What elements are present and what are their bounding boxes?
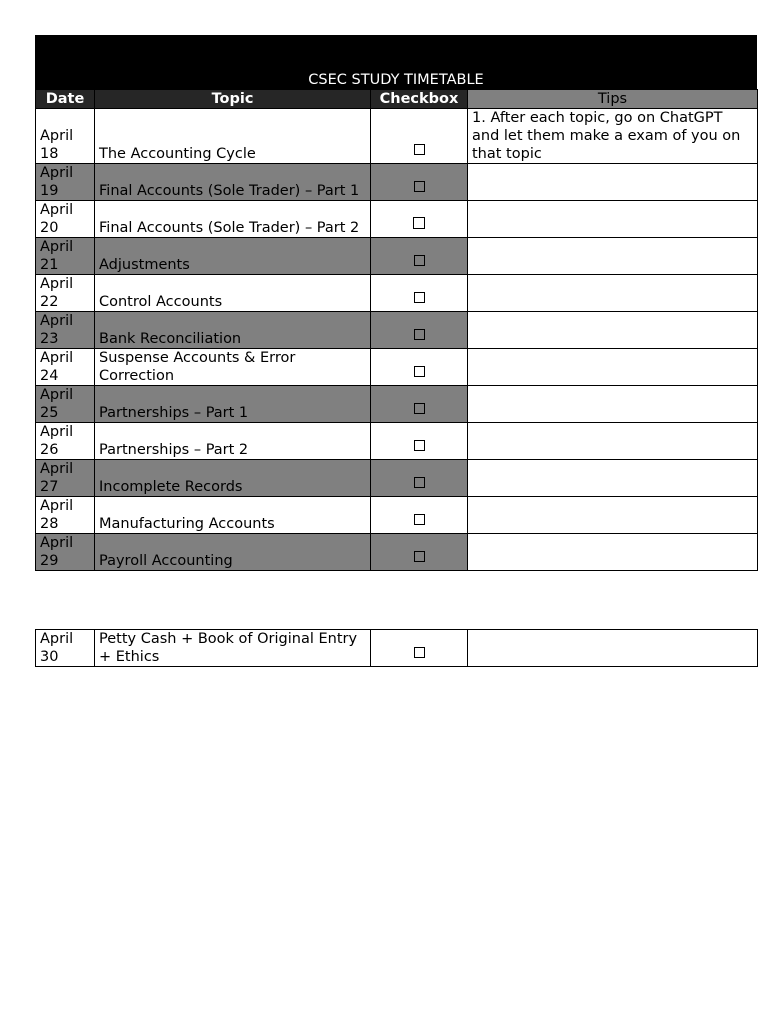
table-row [36, 349, 758, 386]
checkbox-cell [371, 386, 468, 423]
table-row [36, 275, 758, 312]
tips-cell [468, 349, 758, 386]
table-row [36, 460, 758, 497]
checkbox-cell [371, 164, 468, 201]
header-date: Date [36, 90, 95, 109]
checkbox-cell [371, 312, 468, 349]
date-cell: April 18 [36, 109, 95, 164]
table-row [36, 238, 758, 275]
date-cell: April 29 [36, 534, 95, 571]
timetable-sheet [35, 35, 757, 571]
timetable-title: CSEC STUDY TIMETABLE [35, 35, 757, 89]
tips-cell [468, 630, 758, 667]
date-cell: April 19 [36, 164, 95, 201]
checkbox-cell [371, 275, 468, 312]
topic-cell: Control Accounts [95, 275, 371, 312]
checkbox-cell [371, 238, 468, 275]
tips-cell [468, 312, 758, 349]
checkbox[interactable] [414, 440, 425, 451]
checkbox-cell [371, 497, 468, 534]
table-row [36, 164, 758, 201]
tips-cell [468, 238, 758, 275]
table-row [36, 386, 758, 423]
checkbox-cell [371, 109, 468, 164]
tips-cell [468, 164, 758, 201]
topic-cell: The Accounting Cycle [95, 109, 371, 164]
checkbox-cell [371, 460, 468, 497]
checkbox[interactable] [414, 477, 425, 488]
table-row [36, 534, 758, 571]
table-row [36, 423, 758, 460]
tips-cell [468, 201, 758, 238]
checkbox-cell [371, 201, 468, 238]
timetable-table [35, 89, 758, 571]
tips-cell [468, 497, 758, 534]
table-row [36, 109, 758, 164]
tips-cell: 1. After each topic, go on ChatGPT and let them make a exam of you on that topic [468, 109, 758, 164]
date-cell: April 27 [36, 460, 95, 497]
topic-cell: Payroll Accounting [95, 534, 371, 571]
table-row [36, 312, 758, 349]
tips-cell [468, 275, 758, 312]
date-cell: April 23 [36, 312, 95, 349]
checkbox[interactable] [414, 514, 425, 525]
checkbox-cell [371, 349, 468, 386]
checkbox-cell [371, 423, 468, 460]
extra-row-table [35, 629, 758, 667]
tips-cell [468, 423, 758, 460]
date-cell: April 24 [36, 349, 95, 386]
checkbox-cell [371, 534, 468, 571]
date-cell: April 25 [36, 386, 95, 423]
date-cell: April 20 [36, 201, 95, 238]
topic-cell: Partnerships – Part 2 [95, 423, 371, 460]
checkbox[interactable] [414, 255, 425, 266]
topic-cell: Incomplete Records [95, 460, 371, 497]
checkbox[interactable] [414, 366, 425, 377]
topic-cell: Final Accounts (Sole Trader) – Part 2 [95, 201, 371, 238]
tips-cell [468, 534, 758, 571]
table-row [36, 630, 758, 667]
topic-cell: Suspense Accounts & Error Correction [95, 349, 371, 386]
date-cell: April 21 [36, 238, 95, 275]
table-row [36, 201, 758, 238]
topic-cell: Final Accounts (Sole Trader) – Part 1 [95, 164, 371, 201]
tips-cell [468, 386, 758, 423]
checkbox[interactable] [414, 181, 425, 192]
topic-cell: Partnerships – Part 1 [95, 386, 371, 423]
checkbox[interactable] [414, 329, 425, 340]
header-topic: Topic [95, 90, 371, 109]
date-cell: April 28 [36, 497, 95, 534]
checkbox[interactable] [413, 217, 425, 229]
header-tips: Tips [468, 90, 758, 109]
topic-cell: Petty Cash + Book of Original Entry + Ethics [95, 630, 371, 667]
checkbox[interactable] [414, 647, 425, 658]
header-checkbox: Checkbox [371, 90, 468, 109]
topic-cell: Adjustments [95, 238, 371, 275]
extra-row-table-wrapper [35, 629, 757, 667]
date-cell: April 22 [36, 275, 95, 312]
date-cell: April 30 [36, 630, 95, 667]
checkbox[interactable] [414, 551, 425, 562]
topic-cell: Bank Reconciliation [95, 312, 371, 349]
tips-cell [468, 460, 758, 497]
topic-cell: Manufacturing Accounts [95, 497, 371, 534]
date-cell: April 26 [36, 423, 95, 460]
checkbox-cell [371, 630, 468, 667]
table-row [36, 497, 758, 534]
checkbox[interactable] [414, 292, 425, 303]
checkbox[interactable] [414, 403, 425, 414]
checkbox[interactable] [414, 144, 425, 155]
